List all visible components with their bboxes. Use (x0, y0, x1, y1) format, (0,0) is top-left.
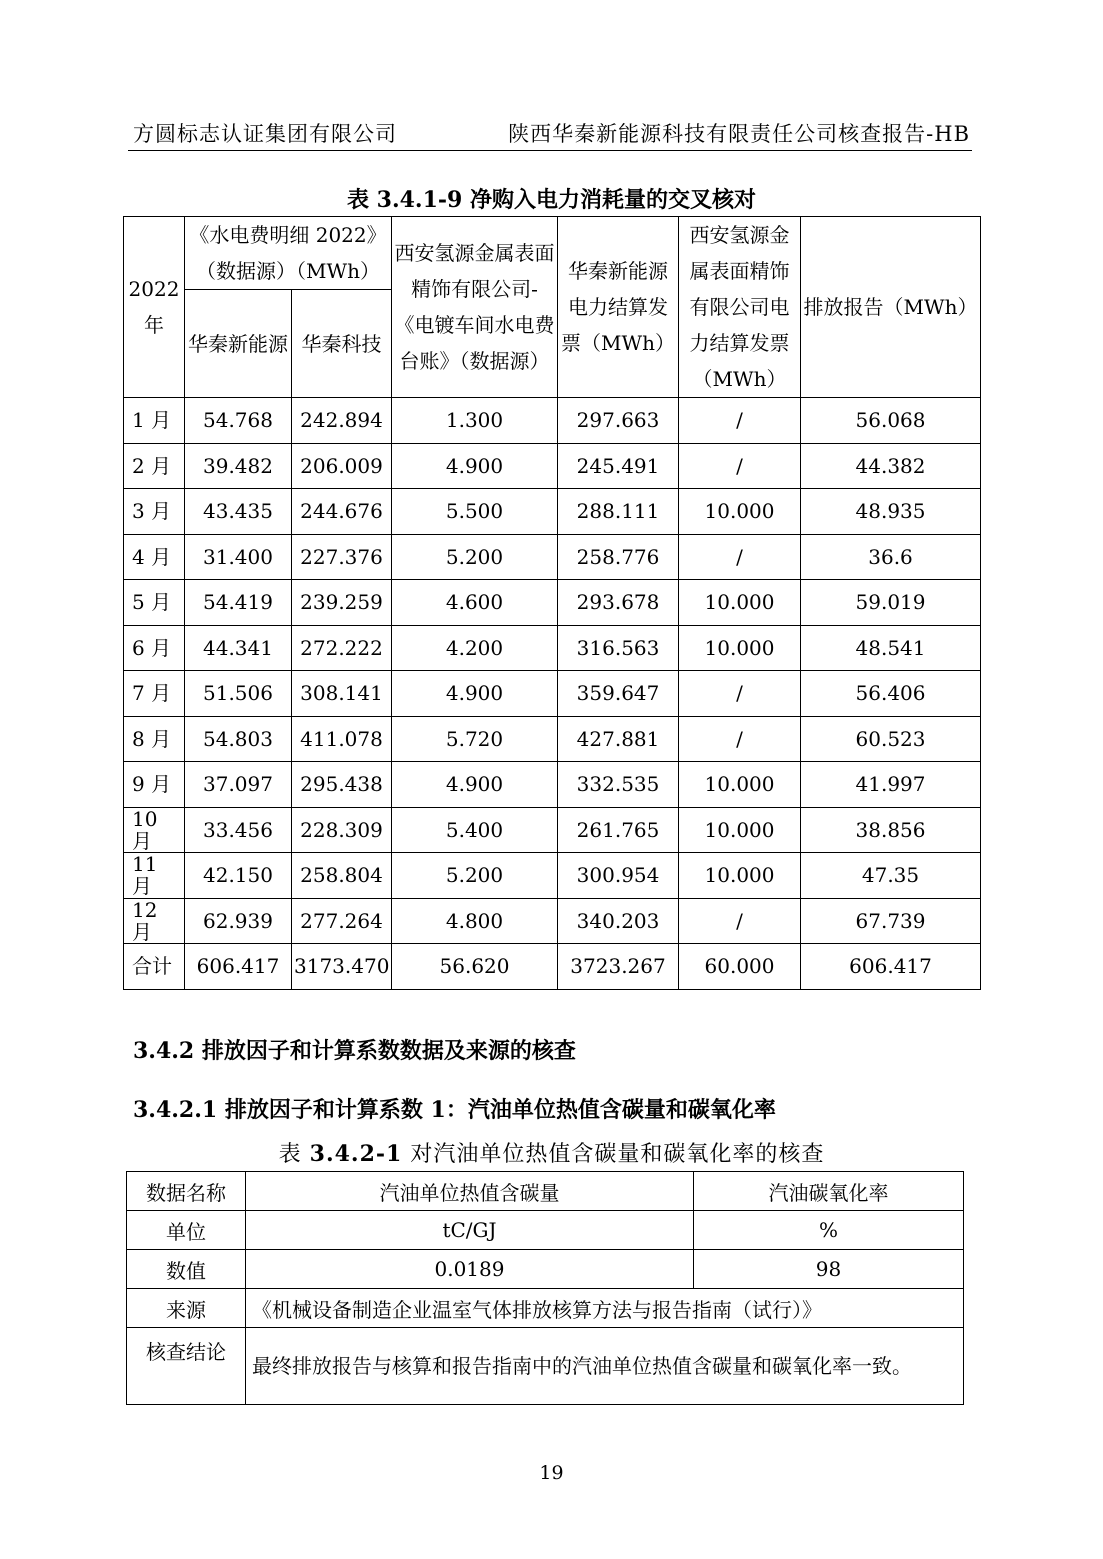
month-cell: 6 月 (124, 625, 185, 671)
table-cell: 37.097 (185, 762, 292, 808)
table-cell: / (679, 898, 801, 944)
table-cell: 5.720 (392, 716, 558, 762)
table-cell: 239.259 (292, 580, 392, 626)
table-cell: 4.900 (392, 762, 558, 808)
table-cell: 56.620 (392, 944, 558, 990)
table-cell: 272.222 (292, 625, 392, 671)
table-cell: 56.406 (801, 671, 981, 717)
month-cell: 4 月 (124, 534, 185, 580)
table-cell: / (679, 716, 801, 762)
month-cell: 11 月 (124, 853, 185, 899)
table-row (124, 807, 981, 853)
row-label: 数据名称 (127, 1172, 246, 1211)
table-cell: 3723.267 (558, 944, 679, 990)
cell: 98 (694, 1250, 964, 1289)
table-cell: 47.35 (801, 853, 981, 899)
table-cell: 54.419 (185, 580, 292, 626)
col-huaqin-invoice-header: 华秦新能源电力结算发票（MWh） (558, 217, 679, 398)
row-label: 来源 (127, 1289, 246, 1328)
table-cell: 227.376 (292, 534, 392, 580)
header-report-title: 陕西华秦新能源科技有限责任公司核查报告-HB (508, 122, 970, 146)
table-cell: 54.768 (185, 398, 292, 444)
table-cell: 43.435 (185, 489, 292, 535)
electricity-cross-check-table (123, 216, 981, 990)
table-cell: 4.800 (392, 898, 558, 944)
table-cell: 5.500 (392, 489, 558, 535)
table-cell: 41.997 (801, 762, 981, 808)
table-cell: 33.456 (185, 807, 292, 853)
table1-caption: 表 3.4.1-9 净购入电力消耗量的交叉核对 (347, 187, 756, 213)
table-cell: 206.009 (292, 443, 392, 489)
table-row (127, 1328, 964, 1405)
table-row (124, 580, 981, 626)
table-cell: 300.954 (558, 853, 679, 899)
month-cell: 12 月 (124, 898, 185, 944)
table-cell: 4.900 (392, 443, 558, 489)
header-company: 方圆标志认证集团有限公司 (133, 122, 397, 146)
table-cell: 39.482 (185, 443, 292, 489)
table-cell: 277.264 (292, 898, 392, 944)
table-cell: 359.647 (558, 671, 679, 717)
table-row (124, 671, 981, 717)
table-cell: 258.804 (292, 853, 392, 899)
section-heading-3-4-2: 3.4.2 排放因子和计算系数数据及来源的核查 (133, 1038, 576, 1064)
table-cell: 245.491 (558, 443, 679, 489)
table-cell: 51.506 (185, 671, 292, 717)
cell: 汽油碳氧化率 (694, 1172, 964, 1211)
table-cell: 316.563 (558, 625, 679, 671)
table2-caption: 表 3.4.2-1 对汽油单位热值含碳量和碳氧化率的核查 (278, 1141, 825, 1167)
table-cell: 10.000 (679, 807, 801, 853)
table-cell: 258.776 (558, 534, 679, 580)
col-hydrogen-invoice-header: 西安氢源金属表面精饰有限公司电力结算发票（MWh） (679, 217, 801, 398)
table-cell: 10.000 (679, 853, 801, 899)
table-row (124, 534, 981, 580)
month-cell: 5 月 (124, 580, 185, 626)
cell: % (694, 1211, 964, 1250)
table-row (127, 1172, 964, 1211)
col-huaqin-new-energy-header: 华秦新能源 (185, 290, 292, 398)
col-hydrogen-ledger-header: 西安氢源金属表面精饰有限公司-《电镀车间水电费台账》（数据源） (392, 217, 558, 398)
table-cell: 60.523 (801, 716, 981, 762)
table-cell: 10.000 (679, 762, 801, 808)
table-cell: 48.935 (801, 489, 981, 535)
table-cell: 67.739 (801, 898, 981, 944)
table-row (124, 898, 981, 944)
page-number: 19 (539, 1462, 564, 1484)
month-cell: 2 月 (124, 443, 185, 489)
section-heading-3-4-2-1: 3.4.2.1 排放因子和计算系数 1：汽油单位热值含碳量和碳氧化率 (133, 1097, 776, 1123)
row-label: 数值 (127, 1250, 246, 1289)
table-cell: / (679, 671, 801, 717)
table-row (124, 489, 981, 535)
table-row (124, 625, 981, 671)
table-cell: 308.141 (292, 671, 392, 717)
table-cell: 44.341 (185, 625, 292, 671)
table-cell: 5.400 (392, 807, 558, 853)
col-group1-header: 《水电费明细 2022》（数据源）（MWh） (185, 217, 392, 290)
table-row (124, 853, 981, 899)
table-cell: 62.939 (185, 898, 292, 944)
cell: 汽油单位热值含碳量 (246, 1172, 694, 1211)
month-cell: 合计 (124, 944, 185, 990)
month-cell: 9 月 (124, 762, 185, 808)
table-cell: 36.6 (801, 534, 981, 580)
table-cell: 606.417 (801, 944, 981, 990)
table-cell: / (679, 443, 801, 489)
source-cell: 《机械设备制造企业温室气体排放核算方法与报告指南（试行）》 (246, 1289, 964, 1328)
month-cell: 10 月 (124, 807, 185, 853)
table-cell: 59.019 (801, 580, 981, 626)
month-cell: 1 月 (124, 398, 185, 444)
table-cell: 5.200 (392, 534, 558, 580)
table-row (127, 1250, 964, 1289)
table-cell: 10.000 (679, 489, 801, 535)
table-cell: 427.881 (558, 716, 679, 762)
gasoline-factor-table (126, 1171, 964, 1405)
table-cell: / (679, 398, 801, 444)
table-row (124, 716, 981, 762)
table-cell: 42.150 (185, 853, 292, 899)
table-cell: 261.765 (558, 807, 679, 853)
row-label: 单位 (127, 1211, 246, 1250)
table-row (124, 398, 981, 444)
table-row (127, 1211, 964, 1250)
table-cell: 332.535 (558, 762, 679, 808)
table-cell: 228.309 (292, 807, 392, 853)
table-cell: 340.203 (558, 898, 679, 944)
table-cell: 244.676 (292, 489, 392, 535)
cell: tC/GJ (246, 1211, 694, 1250)
table-cell: 288.111 (558, 489, 679, 535)
table-cell: 3173.470 (292, 944, 392, 990)
table-cell: 1.300 (392, 398, 558, 444)
month-cell: 7 月 (124, 671, 185, 717)
table-cell: 48.541 (801, 625, 981, 671)
table-row (127, 1289, 964, 1328)
conclusion-cell: 最终排放报告与核算和报告指南中的汽油单位热值含碳量和碳氧化率一致。 (246, 1328, 964, 1405)
month-cell: 3 月 (124, 489, 185, 535)
table-cell: 242.894 (292, 398, 392, 444)
table-cell: 297.663 (558, 398, 679, 444)
table-row (124, 762, 981, 808)
table-cell: 56.068 (801, 398, 981, 444)
table-cell: 10.000 (679, 580, 801, 626)
row-label: 核查结论 (127, 1328, 246, 1405)
table-cell: 4.200 (392, 625, 558, 671)
table-cell: 606.417 (185, 944, 292, 990)
table-cell: / (679, 534, 801, 580)
header-rule (128, 150, 972, 151)
table-cell: 295.438 (292, 762, 392, 808)
col-report-header: 排放报告（MWh） (801, 217, 981, 398)
table-cell: 38.856 (801, 807, 981, 853)
table-cell: 4.600 (392, 580, 558, 626)
table-row (124, 443, 981, 489)
table-row (124, 944, 981, 990)
month-cell: 8 月 (124, 716, 185, 762)
col-year-header: 2022年 (124, 217, 185, 398)
table-cell: 31.400 (185, 534, 292, 580)
cell: 0.0189 (246, 1250, 694, 1289)
table-cell: 411.078 (292, 716, 392, 762)
table-cell: 54.803 (185, 716, 292, 762)
table-cell: 4.900 (392, 671, 558, 717)
table-cell: 10.000 (679, 625, 801, 671)
table-cell: 44.382 (801, 443, 981, 489)
table-cell: 60.000 (679, 944, 801, 990)
table-cell: 293.678 (558, 580, 679, 626)
table-cell: 5.200 (392, 853, 558, 899)
col-huaqin-tech-header: 华秦科技 (292, 290, 392, 398)
